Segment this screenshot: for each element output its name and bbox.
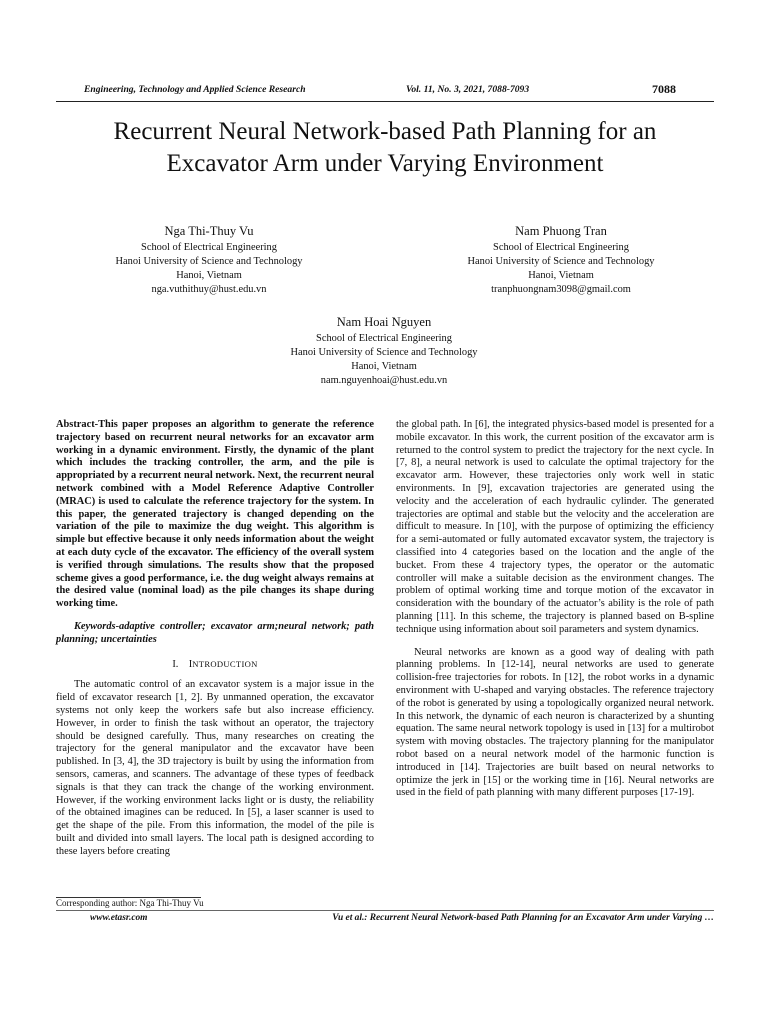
volume-info: Vol. 11, No. 3, 2021, 7088-7093 (406, 84, 530, 95)
title-line-1: Recurrent Neural Network-based Path Planning for an (113, 118, 657, 145)
author-email: nga.vuthithuy@hust.edu.vn (151, 284, 267, 295)
left-column (56, 419, 374, 859)
footnote: Corresponding author: Nga Thi-Thuy Vu (56, 898, 204, 908)
header-rule (56, 101, 714, 102)
keywords: Keywords-adaptive controller; excavator arm;neural network; path planning; uncertainties (56, 620, 374, 645)
journal-name: Engineering, Technology and Applied Science Research (84, 84, 306, 95)
intro-paragraph: The automatic control of an excavator system is a major issue in the field of excavator research [1, 2]. By unmanned operation, the excavator systems not only keep the workers safe but also increase efficiency. However, in order to finish the task without an operator, the trajectory should be designed carefully. Thus, many researches on creating the trajectory for the general manipulator and the excavator have been published. In [3, 4], the 3D trajectory is built by using the information from sensors, cameras, and scanners. The advantage of these types of feedback signals is that they can track the change of the working environment. However, if the working environment lacks light or is dusty, the reliability of the obtained imagines can be reduced. In [5], a laser scanner is used to get the shape of the pile. From this information, the model of the pile is built and divided into small layers. The local path is designed according to these layers before creating (56, 679, 374, 857)
abstract: Abstract-This paper proposes an algorithm to generate the reference trajectory based on recurrent neural networks for an excavator arm working in a dynamic environment. Firstly, the dynamic of the plant which includes the tracking controller, the arm, and the pile is appropriated by a recurrent neural network. Next, the recurrent neural network combined with a Model Reference Adaptive Controller (MRAC) is used to calculate the reference trajectory for the system. In this paper, the generated trajectory is changed depending on the variation of the pile to maximize the dug weight. This algorithm is simple but effective because it only needs information about the weight at each duty cycle of the excavator. The efficiency of the overall system is verified through simulations. The results show that the proposed scheme gives a good performance, i.e. the dug weight always remains at the desired value (nominal load) as the pile changes its shape during working time. (56, 419, 374, 610)
author-city: Hanoi, Vietnam (351, 361, 417, 372)
author-email: nam.nguyenhoai@hust.edu.vn (320, 375, 448, 386)
author-email: tranphuongnam3098@gmail.com (491, 284, 631, 295)
paper-title (40, 116, 730, 180)
author-univ: Hanoi University of Science and Technology (467, 256, 655, 267)
author-dept: School of Electrical Engineering (316, 333, 452, 344)
author-block-3 (259, 313, 509, 388)
right-column (396, 419, 714, 800)
page-number: 7088 (652, 82, 676, 96)
running-title: Vu et al.: Recurrent Neural Network-based Path Planning for an Excavator Arm under Varying … (332, 913, 714, 923)
body-paragraph: Neural networks are known as a good way of dealing with path planning problems. In [12-14], neural networks are used to generate collision-free trajectories for robots. In [12], the robot works in a dynamic environment with U-shaped and varying obstacles. The reference trajectory of the robot is generated by using a topologically organized neural network. In this network, the dynamic of each neuron is characterized by a shunting equation. The same neural network topology is used in [13] for a multirobot system with moving obstacles. The trajectory planning for the manipulator robot based on a neural network model of the harmonic function is introduced in [14]. Trajectories are built based on neural networks to optimize the jerk in [15] or the working time in [16]. Neural networks are used in the field of path planning with many different purposes [17-19]. (396, 646, 714, 799)
site-link[interactable]: www.etasr.com (90, 913, 148, 923)
author-city: Hanoi, Vietnam (176, 270, 242, 281)
author-dept: School of Electrical Engineering (141, 242, 277, 253)
author-name: Nga Thi-Thuy Vu (164, 224, 254, 238)
author-block-1 (84, 222, 334, 297)
footer-rule (56, 910, 714, 911)
running-header (84, 84, 676, 98)
author-dept: School of Electrical Engineering (493, 242, 629, 253)
author-name: Nam Phuong Tran (515, 224, 607, 238)
author-univ: Hanoi University of Science and Technology (290, 347, 478, 358)
author-univ: Hanoi University of Science and Technology (115, 256, 303, 267)
body-paragraph: the global path. In [6], the integrated physics-based model is presented for a mobile excavator. In this work, the current position of the excavator arm is returned to the control system to predict the trajectory for the next cycle. In [7, 8], a neural network is used to calculate the optimal trajectory for the excavator arm. However, these trajectories only work well in static environments. In [9], excavation trajectories are generated using the velocity and the acceleration of each hydraulic cylinder. The generated trajectories are optimal and stable but the velocity and the acceleration are difficult to measure. In [10], with the purpose of optimizing the efficiency for a semi-automated or fully automated excavator system, the trajectory is classified into 4 categories based on the location and the angle of the bucket. From these 4 trajectory types, the operator or the automatic controller will make a suitable decision as the environment changes. The problem of optimal working time and torque motion of the excavator in consideration with the boundary of the actuator’s ability is the role of path planning [11]. In this scheme, the trajectory is planned based on B-spline technique using information about soil parameters and system dynamics. (396, 419, 714, 635)
title-line-2: Excavator Arm under Varying Environment (166, 150, 604, 177)
author-name: Nam Hoai Nguyen (336, 315, 432, 329)
author-block-2 (426, 222, 696, 297)
section-heading: I. INTRODUCTION (172, 658, 258, 670)
author-city: Hanoi, Vietnam (528, 270, 594, 281)
